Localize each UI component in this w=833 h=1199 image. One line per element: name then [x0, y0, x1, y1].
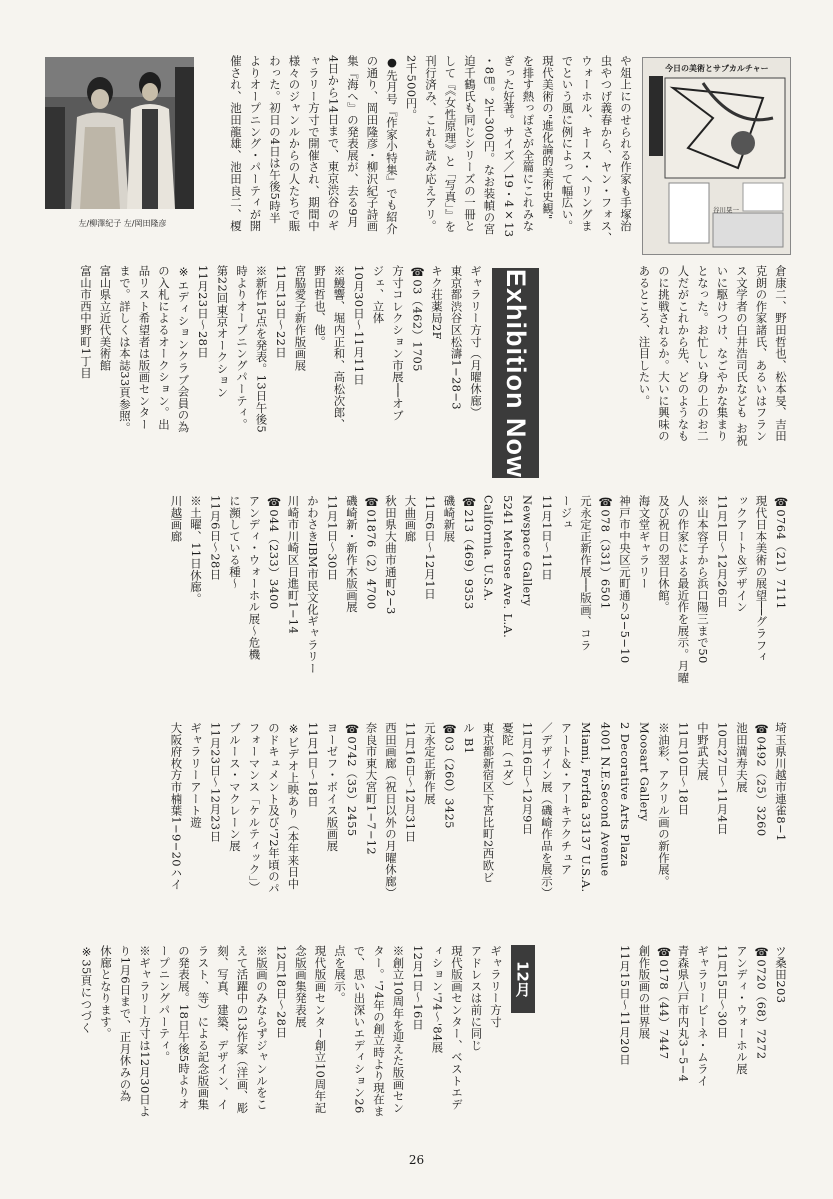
- listings-row4-december: ギャラリー方寸 アドレスは前に同じ 現代版画センター、ベストエデ ィション'74〜'84展 12月1日〜16日 ※創立10周年を迎えた版画セン ター。'74年の創立時より現在ま で、思い出深いエディション26 点を展示。 現代版画センター創立10周年記 念版画集発表展 12月18日〜28日 ※版画のみならずジャンルをこ えて活躍中の13作家（洋画、彫 刻、写真、建築、デザイン、イ ラスト、等）による記念版画集 の発表展。18日午後5時よりオ ープニングパーティ。 ※ギャラリー方寸は12月30日よ り1月6日まで、正月休みの為 休廊となります。 ※35頁につづく: [79, 945, 503, 1118]
- book-author: 谷川晃一: [713, 206, 739, 214]
- month-tab-december: 12月: [511, 945, 535, 1013]
- month-label-area: [500, 278, 530, 338]
- event-photo: [45, 57, 194, 209]
- listings-row3: 埼玉県川越市連雀8−1 ☎0492（25）3260 池田満寿夫展 10月27日〜11月4日 中野武夫展 11月10日〜18日 ※油彩、アクリル画の新作展。 Moosart Gallery 2 Decorative Arts Plaza 4001 N.E.Second Avenue Miami, Forfda 33137 U.S.A. アート＆・アーキテクチュア ／デザイン展（磯崎作品を展示） 11月16日〜12月9日 憂陀（ユダ） 東京都新宿区下宮比町2西欧ビ ル B1 ☎03（260）3425 元永定正新作展 11月16日〜12月31日 西田画廊（祝日以外の月曜休廊） 奈良市東大宮町1−7−12 ☎0742（35）2455 ヨーゼフ・ボイス版画展 11月1日〜18日 ※ビデオ上映あり（本年来日中 のドキュメント及び'72年頃のパ フォーマンス「ケルティック」） ブルース・マクレーン展 11月23日〜12月23日 ギャラリーアート遊 大阪府枚方市楠葉1−9−20ハイ: [169, 722, 788, 899]
- listings-row4-november: ツ桑田203 ☎0720（68）7272 アンディ・ウォーホル展 11月15日〜30日 ギャラリービーネ・ムライ 青森県八戸市内丸3−5−4 ☎0178（44）7447 創作版画の世界展 11月15日〜11月20日: [618, 945, 788, 1087]
- photo-caption: 左/柳澤紀子 左/岡田隆彦: [78, 219, 167, 228]
- article-text-continued: 倉康二、野田哲也、松本旻、吉田 克朗の作家諸氏、あるいはフラン ス文学者の白井浩司氏なども お祝 いに駆けつけ、なごやかな集まり となった。お忙しい身の上のお二 人だがこれから先、どのようなも のに挑戦されるか。大いに興味の あるところ、注目したい。: [637, 265, 788, 447]
- book-title: 今日の美術とサブカルチャー: [665, 64, 769, 73]
- book-cover-art: [643, 58, 790, 254]
- page-number: 26: [408, 1153, 425, 1167]
- listings-row2: ☎0764（21）7111 現代日本美術の展望──グラフィ ックアート＆デザイン 11月1日〜12月26日 ※山本容子から浜口陽三まで50 人の作家による最近作を展示。月曜 及び祝日の翌日休館。 海文堂ギャラリー 神戸市中央区元町通り3−5−10 ☎078（331）6501 元永定正新作展──版画、コラ ージュ 11月1日〜11日 Newspace Gallery 5241 Melrose Ave. L.A. California. U.S.A. ☎213（469）9353 磯崎新展 11月6日〜12月1日 大曲画廊 秋田県大曲市通町2−3 ☎01876（2）4700 磯崎新・新作木版画展 11月1日〜30日 かわさきIBM市民文化ギャラリー 川崎市川崎区日進町1−14 ☎044（233）3400 アンディ・ウォーホル展〜危機 に瀕している種〜 11月6日〜28日 ※土曜、11日休廊。 川越画廊: [169, 495, 788, 684]
- exhibition-now-banner: Exhibition Now: [492, 268, 539, 478]
- listings-row1: ギャラリー方寸（月曜休廊） 東京都渋谷区松濤1−28−3 キク荘薬局2F ☎03（462）1705 方寸コレクション市展──オブ ジェ、立体 10月30日〜11月11日 ※鰻響、堀内正和、高松次郎、 野田哲也、他。 宮脇愛子新作版画展 11月13日〜22日 ※新作15点を発表。13日午後5 時よりオープニングパーティ。 第22回東京オークション 11月23日〜28日 ※エディションクラブ会員の為 の入札によるオークション。出 品リスト希望者は版画センター まで。詳しくは本誌33頁参照。 富山県立近代美術館 富山市西中野町1丁目: [79, 265, 483, 434]
- article-text-top: や俎上にのせられる作家も手塚治 虫やつげ義春から、ヤン・フォス、 ウォーホル、キース・ヘリングま でという風に例によって幅広い。 現代美術の"進化論的美術史観" を排す熱っぽさが全篇にこれみな ぎった好著。サイズ／19・4×13 ・8㎝。2千300円。なお装幀の宮 迫千鶴氏も同じシリーズの一冊と して『《女性原理》と「写真」』を 刊行済み、これも読み応えアリ。 2千500円。 ●先月号『作家小特集』でも紹介 の通り、岡田隆彦・柳沢紀子詩画 集『海へ』の発表展が、去る9月 4日から14日まで、東京渋谷のギ ャラリー方寸で開催され、期間中 様々のジャンルからの人たちで賑 わった。初日の4日は午後5時半 よりオープニング・パーティが開 催され、池田龍雄、池田良二、榎: [229, 55, 633, 244]
- photo-illustration: [45, 57, 194, 209]
- book-cover: [642, 57, 791, 255]
